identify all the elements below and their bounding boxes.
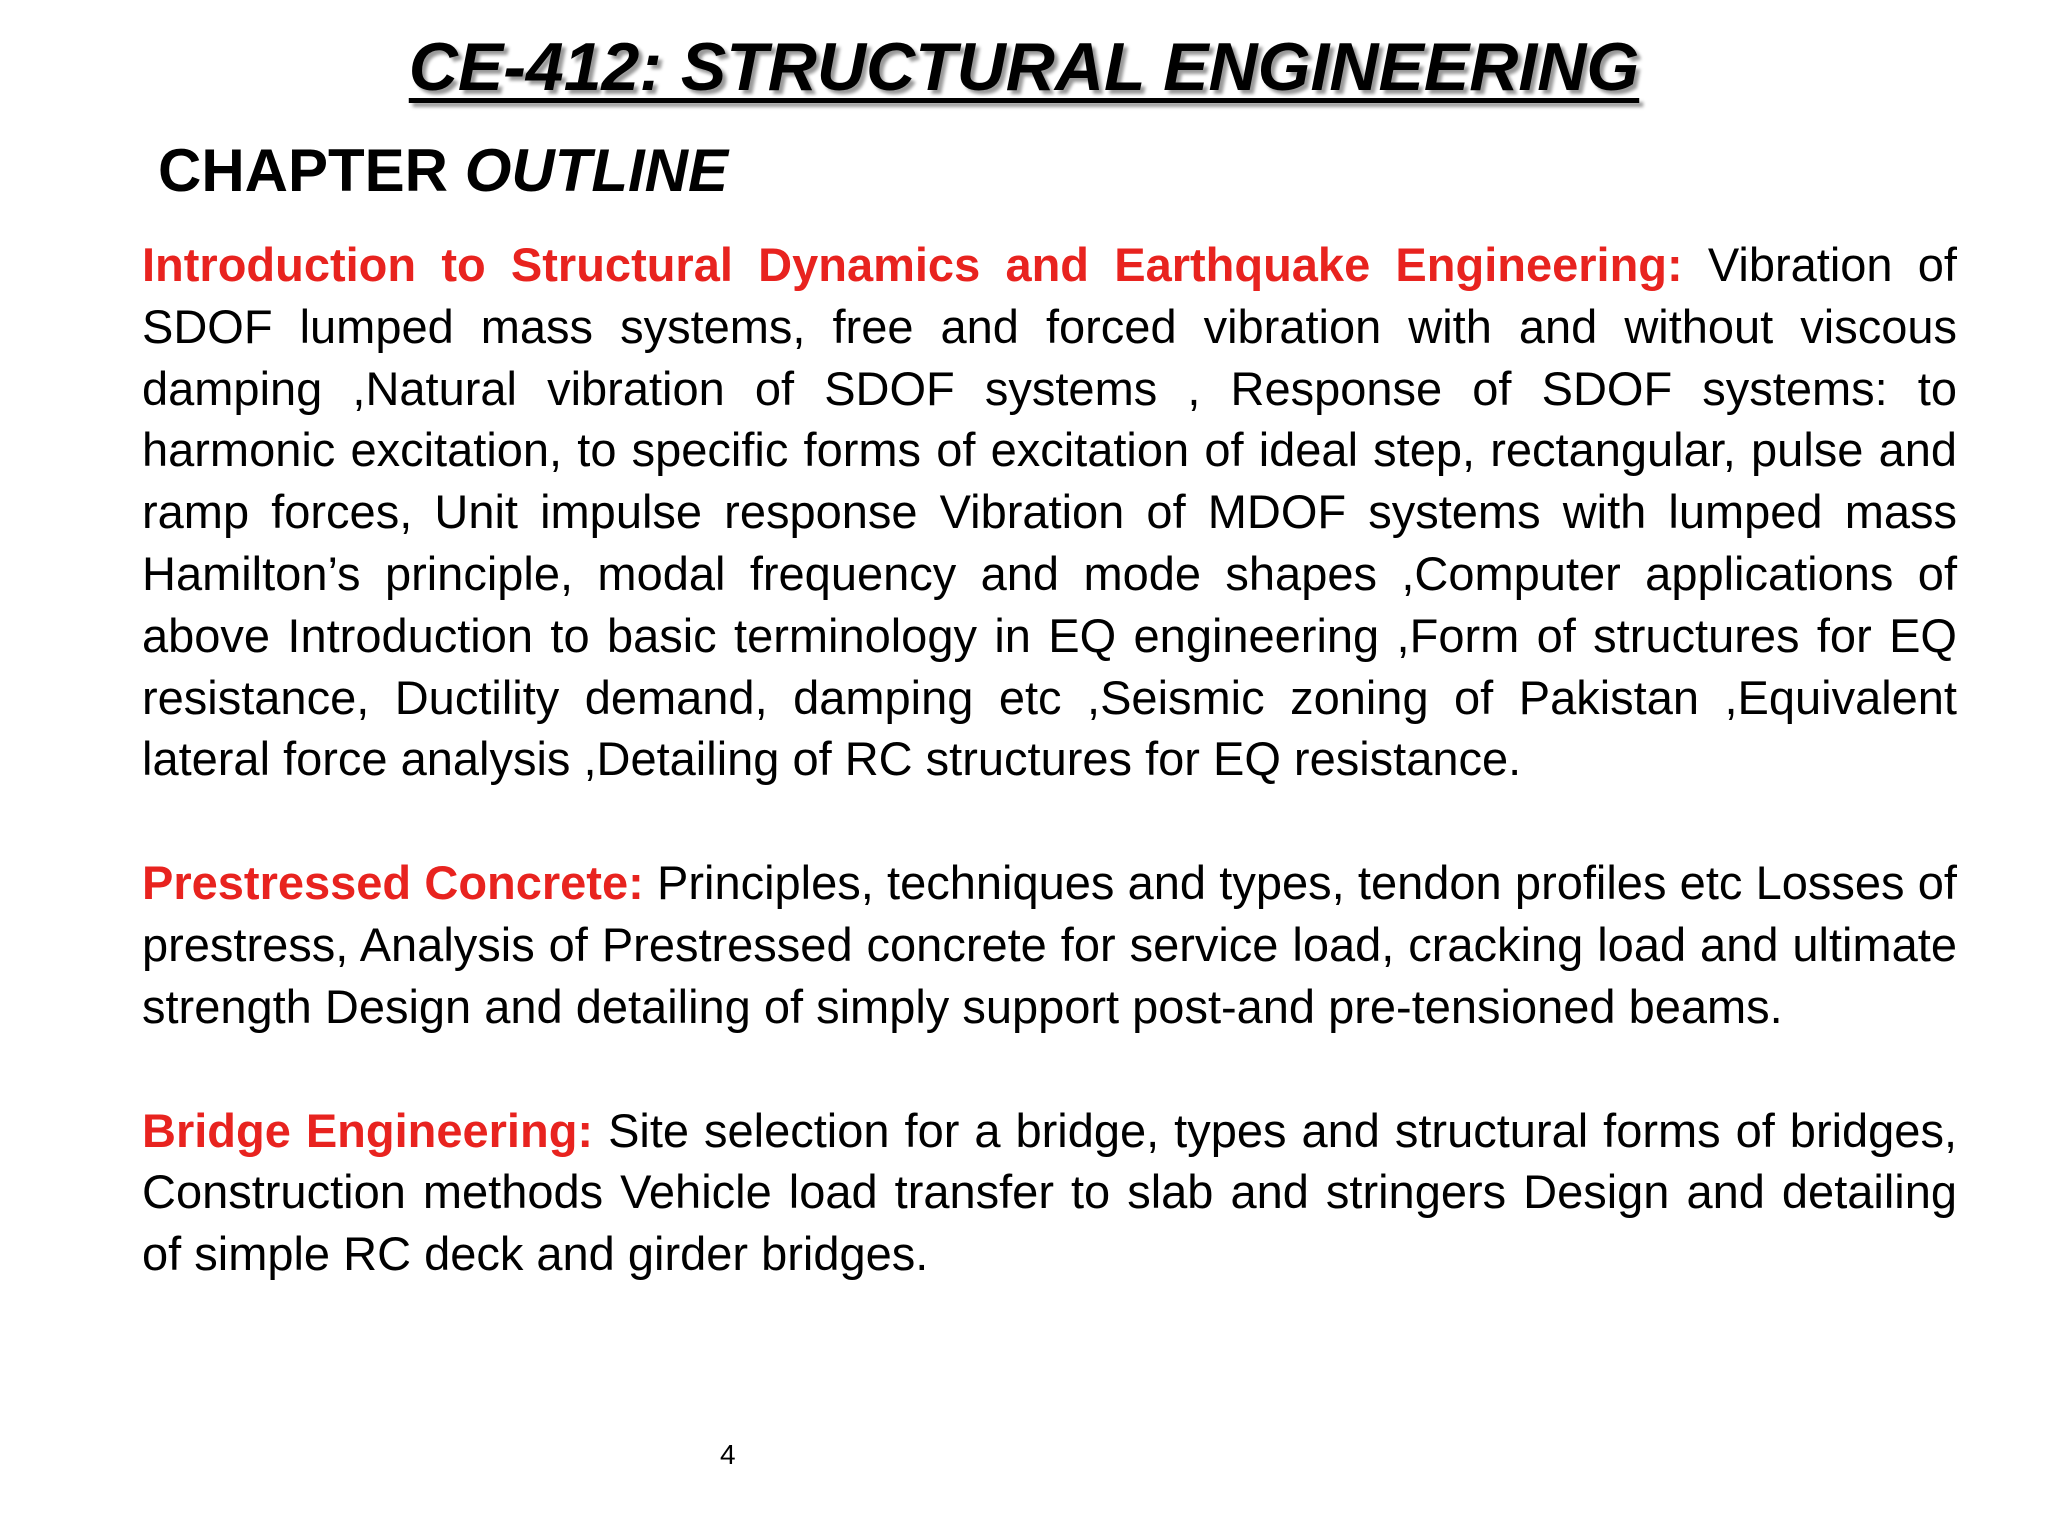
section-structural-dynamics [142, 234, 1957, 790]
chapter-heading-emphasis: OUTLINE [464, 137, 729, 204]
section-title: Prestressed Concrete: [142, 856, 644, 910]
section-body: Vibration of SDOF lumped mass systems, free and forced vibration with and without viscous damping ,Natural vibration of SDOF systems , Response of SDOF systems: to harmonic excitation, to specific forms of excitation of ideal step, rectangular, pulse and ramp forces, Unit impulse response Vibration of MDOF systems with lumped mass Hamilton’s principle, modal frequency and mode shapes ,Computer applications of above Introduction to basic terminology in EQ engineering ,Form of structures for EQ resistance, Ductility demand, damping etc ,Seismic zoning of Pakistan ,Equivalent lateral force analysis ,Detailing of RC structures for EQ resistance. [142, 238, 1957, 786]
chapter-heading-word: CHAPTER [158, 137, 449, 204]
section-title: Bridge Engineering: [142, 1103, 594, 1157]
section-body: Site selection for a bridge, types and structural forms of bridges, Construction methods Vehicle load transfer to slab and stringers Design and detailing of simple RC deck and girder bridges. [142, 1103, 1958, 1281]
outline-content [142, 234, 1957, 1285]
section-prestressed-concrete [142, 852, 1957, 1037]
page-number: 4 [720, 1439, 736, 1470]
chapter-heading [158, 138, 728, 204]
section-body: Principles, techniques and types, tendon profiles etc Losses of prestress, Analysis of Prestressed concrete for service load, cracking load and ultimate strength Design and detailing of simply support post-and pre-tensioned beams. [142, 856, 1957, 1033]
slide-title: CE-412: STRUCTURAL ENGINEERING [408, 29, 1640, 105]
section-title: Introduction to Structural Dynamics and Earthquake Engineering: [142, 238, 1683, 291]
section-bridge-engineering [142, 1100, 1957, 1285]
